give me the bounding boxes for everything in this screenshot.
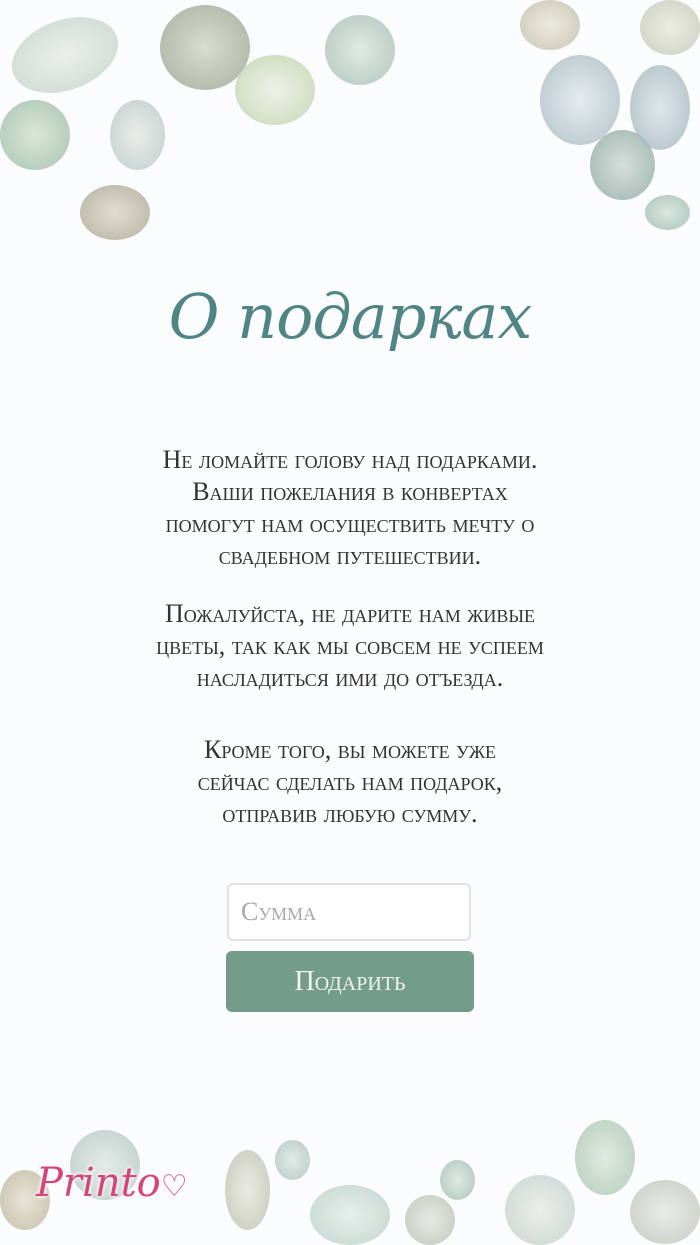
gift-paragraph-3	[100, 734, 600, 830]
amount-input[interactable]	[227, 883, 471, 941]
text-line: Кроме того, вы можете уже	[203, 735, 497, 764]
gift-paragraph-2	[100, 598, 600, 694]
text-line: сейчас сделать нам подарок,	[197, 767, 503, 796]
text-line: Не ломайте голову над подарками.	[162, 445, 538, 474]
page-title: О подарках	[168, 280, 532, 353]
text-line: помогут нам осуществить мечту о	[165, 509, 535, 538]
text-line: Ваши пожелания в конвертах	[192, 477, 508, 506]
text-line: Пожалуйста, не дарите нам живые	[164, 599, 536, 628]
heart-icon: ♡	[160, 1169, 188, 1204]
text-line: цветы, так как мы совсем не успеем	[156, 631, 544, 660]
printo-logo[interactable]	[36, 1160, 188, 1206]
gift-button[interactable]: Подарить	[226, 951, 474, 1012]
text-line: свадебном путешествии.	[218, 541, 482, 570]
text-line: насладиться ими до отъезда.	[196, 663, 504, 692]
logo-text: Printo	[36, 1160, 161, 1206]
text-line: отправив любую сумму.	[222, 799, 478, 828]
gift-paragraph-1	[100, 444, 600, 572]
